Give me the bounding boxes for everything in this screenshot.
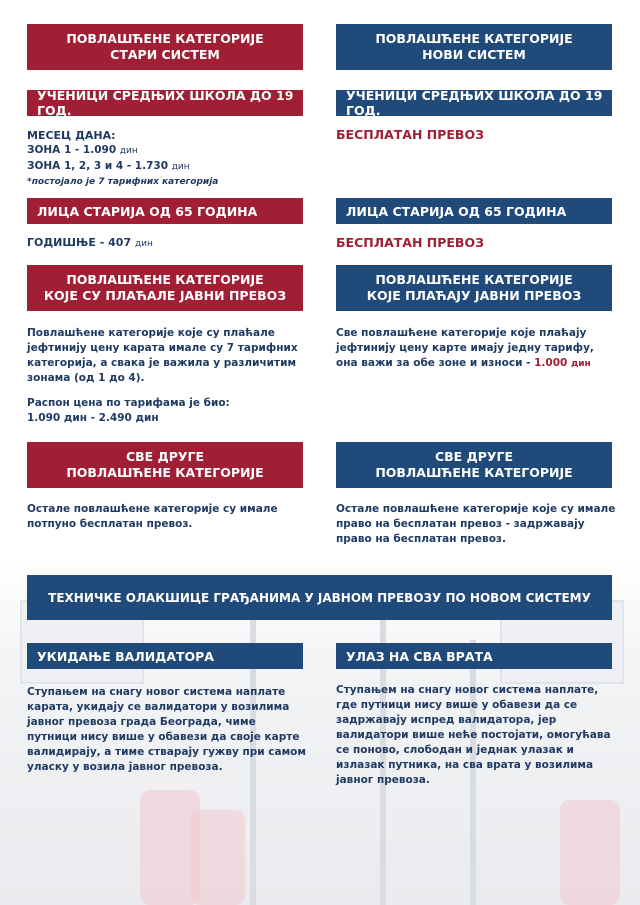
- new-other-text: [336, 502, 626, 547]
- text-line: Ступањем на снагу новог система наплате,: [336, 684, 599, 696]
- text-line: се поново, слободан и једнак улазак и: [336, 744, 574, 756]
- new-students-free: БЕСПЛАТАН ПРЕВОЗ: [336, 127, 484, 142]
- text-line: право на бесплатан превоз.: [336, 533, 506, 545]
- old-system-header: [27, 24, 303, 70]
- zone-all-price: [27, 159, 307, 175]
- old-students-bar: [27, 90, 303, 116]
- unit: дин: [171, 162, 190, 172]
- text-line: јавног превоза.: [336, 774, 430, 786]
- header-line: ПОВЛАШЋЕНЕ КАТЕГОРИЈЕ: [66, 31, 264, 46]
- text-line: задржавају испред валидатора, јер: [336, 714, 557, 726]
- text-line: Остале повлашћене категорије су имале: [27, 503, 278, 515]
- text-line: Остале повлашћене категорије које су имале: [336, 503, 616, 515]
- text-line: уласку у возила јавног превоза.: [27, 761, 223, 773]
- header-line: ПОВЛАШЋЕНЕ КАТЕГОРИЈЕ: [66, 465, 264, 480]
- text-line-price: [336, 356, 626, 372]
- old-other-header: [27, 442, 303, 488]
- header-line: НОВИ СИСТЕМ: [422, 47, 526, 62]
- header-line: СТАРИ СИСТЕМ: [110, 47, 220, 62]
- text-line: валидатори више неће постојати, омогућава: [336, 729, 611, 741]
- range-value: 1.090 дин - 2.490 дин: [27, 412, 159, 424]
- tech-header-label: ТЕХНИЧКЕ ОЛАКШИЦЕ ГРАЂАНИМА У ЈАВНОМ ПРЕВОЗУ ПО НОВОМ СИСТЕМУ: [48, 590, 591, 605]
- bar-label: УЧЕНИЦИ СРЕДЊИХ ШКОЛА ДО 19 ГОД.: [346, 88, 603, 118]
- new-paid-text: [336, 326, 626, 372]
- bar-label: УКИДАЊЕ ВАЛИДАТОРА: [37, 648, 214, 664]
- unit: дин: [119, 146, 138, 156]
- header-line: КОЈЕ ПЛАЋАЈУ ЈАВНИ ПРЕВОЗ: [366, 288, 582, 303]
- validator-text: [27, 685, 317, 775]
- tariff-note: *постојало је 7 тарифних категорија: [27, 177, 219, 187]
- range-text: Распон цена по тарифама је био:: [27, 397, 230, 409]
- old-seniors-price: [27, 235, 307, 252]
- new-seniors-bar: [336, 198, 612, 224]
- text-line: путници нису више у обавези да своје карте: [27, 731, 300, 743]
- annual-label: ГОДИШЊЕ: [27, 236, 96, 249]
- new-seniors-free: БЕСПЛАТАН ПРЕВОЗ: [336, 235, 484, 250]
- text-line: право на бесплатан превоз - задржавају: [336, 518, 585, 530]
- annual-value: - 407: [99, 236, 132, 249]
- bar-label: УЛАЗ НА СВА ВРАТА: [346, 648, 493, 664]
- bar-label: ЛИЦА СТАРИЈА ОД 65 ГОДИНА: [37, 203, 258, 219]
- zone1-value: ЗОНА 1 - 1.090: [27, 144, 117, 156]
- new-other-header: [336, 442, 612, 488]
- new-paid-header: [336, 265, 612, 311]
- text-line: јавног превоза града Београда, чиме: [27, 716, 256, 728]
- old-paid-text: [27, 326, 312, 426]
- old-students-prices: [27, 128, 307, 190]
- new-system-header: [336, 24, 612, 70]
- text-line: валидирају, а тиме стварају гужву при самом: [27, 746, 306, 758]
- text-line: карата, укидају се валидатори у возилима: [27, 701, 290, 713]
- all-doors-bar: [336, 643, 612, 669]
- zone1-price: [27, 143, 307, 159]
- all-doors-text: [336, 683, 626, 788]
- header-line: КОЈЕ СУ ПЛАЋАЛЕ ЈАВНИ ПРЕВОЗ: [43, 288, 287, 303]
- text-line: где путници нису више у обавези да се: [336, 699, 578, 711]
- text-line: јефтинију цену карте имају једну тарифу,: [336, 342, 594, 354]
- text-line: Повлашћене категорије које су плаћале: [27, 327, 275, 339]
- header-line: СВЕ ДРУГЕ: [434, 449, 514, 464]
- text-line: Све повлашћене категорије које плаћају: [336, 327, 587, 339]
- text-line: категорија, а свака је важила у различитим: [27, 357, 297, 369]
- zone-all-value: ЗОНА 1, 2, 3 и 4 - 1.730: [27, 160, 169, 172]
- text-line: излазак путника, на сва врата у возилима: [336, 759, 594, 771]
- header-line: ПОВЛАШЋЕНЕ КАТЕГОРИЈЕ: [375, 465, 573, 480]
- old-paid-header: [27, 265, 303, 311]
- unit: дин: [134, 239, 153, 249]
- tech-header: [27, 575, 612, 620]
- header-line: СВЕ ДРУГЕ: [125, 449, 205, 464]
- unit: дин: [570, 359, 591, 369]
- new-students-bar: [336, 90, 612, 116]
- text-line: Ступањем на снагу новог система наплате: [27, 686, 286, 698]
- text-line: зонама (од 1 до 4).: [27, 372, 145, 384]
- text-part: она важи за обе зоне и износи -: [336, 357, 531, 369]
- text-line: јефтинију цену карата имале су 7 тарифних: [27, 342, 298, 354]
- month-label: МЕСЕЦ ДАНА:: [27, 129, 116, 142]
- header-line: ПОВЛАШЋЕНЕ КАТЕГОРИЈЕ: [375, 272, 573, 287]
- text-line: потпуно бесплатан превоз.: [27, 518, 193, 530]
- header-line: ПОВЛАШЋЕНЕ КАТЕГОРИЈЕ: [66, 272, 264, 287]
- price-value: 1.000: [534, 357, 568, 369]
- old-seniors-bar: [27, 198, 303, 224]
- bar-label: УЧЕНИЦИ СРЕДЊИХ ШКОЛА ДО 19 ГОД.: [37, 88, 294, 118]
- header-line: ПОВЛАШЋЕНЕ КАТЕГОРИЈЕ: [375, 31, 573, 46]
- validator-bar: [27, 643, 303, 669]
- old-other-text: [27, 502, 312, 532]
- bar-label: ЛИЦА СТАРИЈА ОД 65 ГОДИНА: [346, 203, 567, 219]
